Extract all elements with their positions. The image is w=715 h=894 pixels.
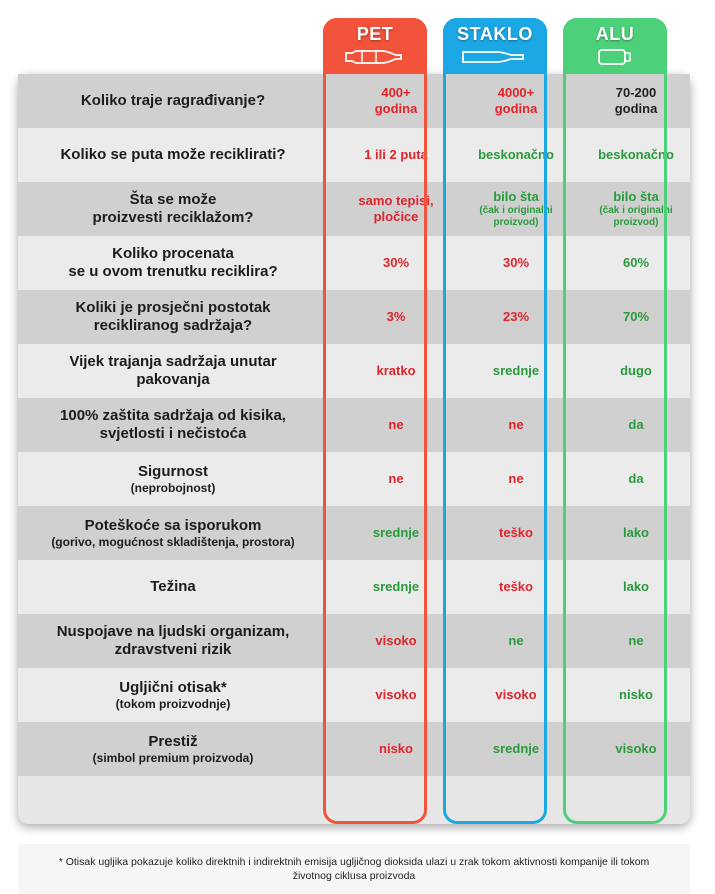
cell-pet <box>341 614 451 668</box>
cell-value: nisko <box>379 741 413 756</box>
row-label-text: Koliko se puta može reciklirati? <box>60 146 286 163</box>
row-label-subtext: (neprobojnost) <box>130 480 216 495</box>
row-label-text: Težina <box>150 578 196 595</box>
row-label-text: Sigurnost <box>138 462 208 480</box>
cell-alu <box>581 668 691 722</box>
cell-staklo <box>461 128 571 182</box>
row-label-subtext: (simbol premium proizvoda) <box>92 750 254 765</box>
row-label-text: Poteškoće sa isporukom <box>84 516 262 534</box>
row-label <box>18 344 328 398</box>
cell-staklo <box>461 560 571 614</box>
footnote-text: * Otisak ugljika pokazuje koliko direktnih i indirektnih emisija ugljičnog dioksida ulazi u zrak tokom aktivnosti kompanije ili tokom životnog ciklusa proizvoda <box>58 856 650 882</box>
cell-alu <box>581 398 691 452</box>
row-label <box>18 560 328 614</box>
cell-pet <box>341 452 451 506</box>
row-label <box>18 614 328 668</box>
table-row <box>18 668 690 722</box>
cell-value: 60% <box>622 255 650 270</box>
cell-value: visoko <box>615 741 657 756</box>
cell-alu <box>581 74 691 128</box>
cell-alu <box>581 182 691 236</box>
row-label-subtext: (tokom proizvodnje) <box>115 696 231 711</box>
row-label <box>18 668 328 722</box>
row-label <box>18 722 328 776</box>
cell-value: srednje <box>372 579 420 594</box>
row-label-text: Prestiž <box>148 732 198 750</box>
cell-value: ne <box>508 417 524 432</box>
cell-pet <box>341 128 451 182</box>
row-label-text: Vijek trajanja sadržaja unutar pakovanja <box>69 353 277 388</box>
cell-value: ne <box>388 417 404 432</box>
cell-value: 4000+ godina <box>494 85 538 116</box>
cell-alu <box>581 722 691 776</box>
cell-value: bilo šta <box>493 189 539 204</box>
cell-value: 3% <box>386 309 406 324</box>
cell-pet <box>341 668 451 722</box>
table-row <box>18 290 690 344</box>
table-row <box>18 614 690 668</box>
glass-bottle-icon <box>460 48 530 66</box>
cell-value: visoko <box>495 687 537 702</box>
table-row <box>18 452 690 506</box>
row-label-text: Koliko procenata se u ovom trenutku reciklira? <box>68 245 278 280</box>
row-label <box>18 506 328 560</box>
cell-value: beskonačno <box>598 147 674 162</box>
cell-value: ne <box>388 471 404 486</box>
cell-staklo <box>461 668 571 722</box>
cell-alu <box>581 236 691 290</box>
cell-pet <box>341 236 451 290</box>
cell-value: da <box>628 471 644 486</box>
table-row <box>18 506 690 560</box>
cell-alu <box>581 452 691 506</box>
cell-value: 400+ godina <box>374 85 418 116</box>
cell-value: beskonačno <box>478 147 554 162</box>
cell-value: samo tepisi, pločice <box>358 193 434 224</box>
cell-pet <box>341 290 451 344</box>
cell-value: ne <box>628 633 644 648</box>
row-label <box>18 74 328 128</box>
row-label <box>18 128 328 182</box>
cell-staklo <box>461 398 571 452</box>
cell-staklo <box>461 74 571 128</box>
cell-pet <box>341 722 451 776</box>
row-label <box>18 452 328 506</box>
cell-value: visoko <box>375 633 417 648</box>
cell-value: lako <box>622 579 649 594</box>
cell-staklo <box>461 236 571 290</box>
cell-value: 1 ili 2 puta <box>364 147 428 162</box>
row-label <box>18 182 328 236</box>
table-row <box>18 344 690 398</box>
cell-value: 70% <box>622 309 650 324</box>
table-row <box>18 722 690 776</box>
cell-value: ne <box>508 633 524 648</box>
cell-pet <box>341 74 451 128</box>
column-header-alu <box>563 18 667 74</box>
row-label <box>18 290 328 344</box>
row-label-text: Šta se može proizvesti reciklažom? <box>92 191 254 226</box>
cell-note: (čak i originalni proizvod) <box>599 205 673 228</box>
comparison-table <box>18 74 690 882</box>
cell-staklo <box>461 506 571 560</box>
column-header-staklo <box>443 18 547 74</box>
cell-staklo <box>461 452 571 506</box>
cell-value: srednje <box>492 741 540 756</box>
cell-pet <box>341 506 451 560</box>
cell-value: 30% <box>502 255 530 270</box>
cell-value: 70-200 godina <box>614 85 658 116</box>
row-label-text: Nuspojave na ljudski organizam, zdravstveni rizik <box>56 623 290 658</box>
cell-pet <box>341 398 451 452</box>
cell-alu <box>581 290 691 344</box>
column-title-staklo: STAKLO <box>457 24 533 44</box>
cell-staklo <box>461 182 571 236</box>
cell-value: bilo šta <box>613 189 659 204</box>
cell-value: 30% <box>382 255 410 270</box>
row-label-text: Koliko traje ragrađivanje? <box>80 92 266 109</box>
cell-pet <box>341 560 451 614</box>
cell-value: srednje <box>372 525 420 540</box>
row-label <box>18 236 328 290</box>
cell-value: 23% <box>502 309 530 324</box>
column-header-pet <box>323 18 427 74</box>
cell-pet <box>341 344 451 398</box>
cell-value: nisko <box>619 687 653 702</box>
cell-value: visoko <box>375 687 417 702</box>
table-row <box>18 236 690 290</box>
cell-value: dugo <box>620 363 652 378</box>
cell-alu <box>581 560 691 614</box>
column-title-pet: PET <box>356 24 394 44</box>
row-label-subtext: (gorivo, mogućnost skladištenja, prostora) <box>51 534 295 549</box>
cell-value: ne <box>508 471 524 486</box>
column-title-alu: ALU <box>595 24 635 44</box>
aluminium-can-icon <box>595 48 635 66</box>
cell-alu <box>581 614 691 668</box>
plastic-bottle-icon <box>342 48 408 66</box>
table-row <box>18 560 690 614</box>
cell-staklo <box>461 722 571 776</box>
cell-value: lako <box>622 525 649 540</box>
cell-value: teško <box>499 525 533 540</box>
row-label <box>18 398 328 452</box>
cell-value: da <box>628 417 644 432</box>
cell-pet <box>341 182 451 236</box>
table-row <box>18 74 690 128</box>
table-row <box>18 128 690 182</box>
cell-staklo <box>461 290 571 344</box>
row-label-text: Ugljični otisak* <box>119 678 227 696</box>
cell-value: kratko <box>376 363 416 378</box>
cell-alu <box>581 128 691 182</box>
cell-value: srednje <box>492 363 540 378</box>
footnote <box>18 844 690 894</box>
cell-staklo <box>461 344 571 398</box>
cell-staklo <box>461 614 571 668</box>
cell-alu <box>581 506 691 560</box>
row-label-text: 100% zaštita sadržaja od kisika, svjetlosti i nečistoća <box>60 407 286 442</box>
row-label-text: Koliki je prosječni postotak recikliranog sadržaja? <box>75 299 271 334</box>
cell-note: (čak i originalni proizvod) <box>479 205 553 228</box>
cell-value: teško <box>499 579 533 594</box>
table-row <box>18 182 690 236</box>
table-row <box>18 398 690 452</box>
cell-alu <box>581 344 691 398</box>
